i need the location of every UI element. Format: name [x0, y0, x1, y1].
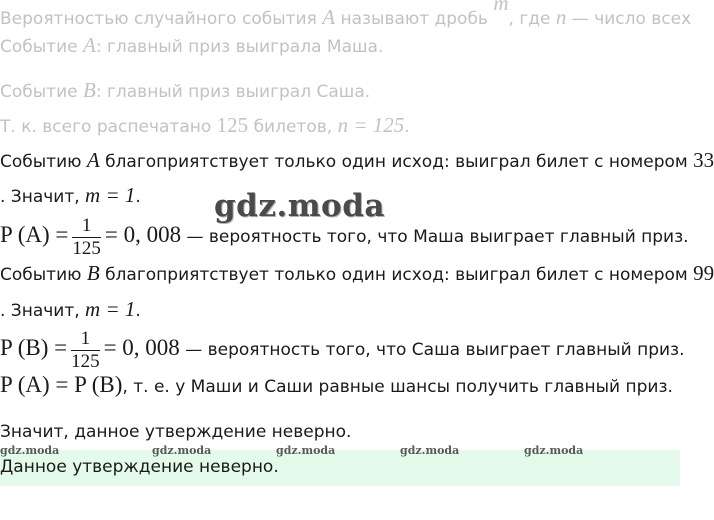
watermark-small: gdz.moda [0, 444, 60, 457]
math-var: A [83, 33, 96, 57]
intro-text: — число всех [566, 9, 692, 29]
event-b-line [0, 79, 370, 103]
solution-text: благоприятствует только один исход: выиграл билет с номером [99, 265, 694, 285]
solution-text: — вероятность того, что Саша выиграет главный приз. [179, 340, 685, 360]
watermark-small: gdz.moda [152, 444, 212, 457]
solution-text: Событию [0, 152, 87, 172]
probability-lhs: P (A) = [0, 222, 69, 247]
probability-lhs: P (B) = [0, 335, 68, 360]
math-number: 125 [216, 113, 249, 137]
conclusion-text: Значит, данное утверждение неверно. [0, 422, 352, 442]
event-label: Событие [0, 37, 83, 57]
event-a-line [0, 34, 383, 58]
event-label: Событие [0, 82, 83, 102]
intro-text: называют дробь [335, 9, 494, 29]
fraction-numerator: m [493, 0, 509, 15]
fraction-numerator: 1 [71, 329, 100, 351]
so-a-line [0, 184, 141, 208]
total-text: . [404, 117, 410, 137]
math-var: n [555, 5, 567, 29]
ticket-number: 33 [693, 148, 714, 172]
intro-text: Вероятностью случайного события [0, 9, 323, 29]
math-var: A [322, 5, 336, 29]
so-b-line [0, 298, 141, 322]
watermark-small: gdz.moda [400, 444, 460, 457]
equality-expression: P (A) = P (B) [0, 372, 123, 397]
probability-fraction [71, 329, 100, 372]
probability-b-line [0, 325, 684, 373]
solution-text: . Значит, [0, 187, 86, 207]
math-equation: m = 1 [85, 183, 136, 207]
conclusion-line [0, 421, 351, 443]
watermark-logo: gdz.moda [214, 188, 385, 224]
solution-text: , т. е. у Маши и Саши равные шансы получить главный приз. [122, 377, 673, 397]
solution-text: благоприятствует только один исход: выиграл билет с номером [99, 152, 694, 172]
equal-chances-line [0, 374, 673, 398]
answer-text: Данное утверждение неверно. [0, 457, 279, 477]
intro-line-definition [0, 0, 692, 30]
total-text: Т. к. всего распечатано [0, 117, 217, 137]
total-tickets-line [0, 114, 410, 138]
total-text: билетов, [248, 117, 338, 137]
solution-text: . [135, 301, 141, 321]
favorable-b-line [0, 262, 714, 286]
solution-text: . [135, 187, 141, 207]
solution-text: Событию [0, 265, 87, 285]
math-var: B [83, 78, 96, 102]
math-var: A [86, 148, 100, 172]
math-var: B [86, 261, 100, 285]
fraction-denominator: 125 [72, 237, 101, 259]
solution-text: . Значит, [0, 301, 86, 321]
watermark-small: gdz.moda [276, 444, 336, 457]
favorable-a-line [0, 149, 714, 173]
probability-fraction [72, 216, 101, 259]
ticket-number: 99 [693, 261, 714, 285]
intro-text: , где [508, 9, 556, 29]
math-equation: n = 125 [337, 113, 405, 137]
fraction-denominator: 125 [71, 350, 100, 372]
event-text: : главный приз выиграл Саша. [95, 82, 371, 102]
solution-text: — вероятность того, что Маша выиграет главный приз. [181, 227, 689, 247]
event-text: : главный приз выиграла Маша. [95, 37, 384, 57]
watermark-small: gdz.moda [524, 444, 584, 457]
fraction-numerator: 1 [72, 216, 101, 238]
math-equation: m = 1 [85, 297, 136, 321]
probability-value: = 0, 008 [103, 335, 180, 360]
probability-value: = 0, 008 [104, 222, 182, 247]
